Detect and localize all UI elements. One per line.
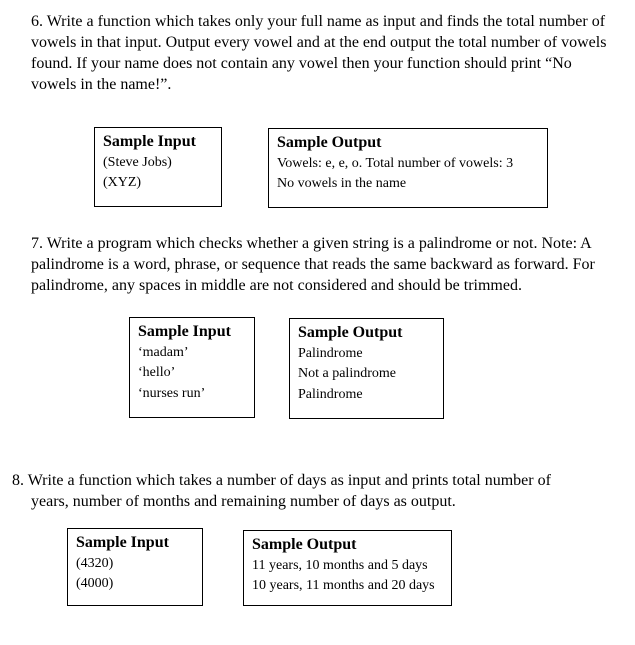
question-8-line-1: 8. Write a function which takes a number of days as input and prints total number of	[12, 472, 551, 489]
question-8-text	[12, 470, 612, 512]
question-6-text: 6. Write a function which takes only your full name as input and finds the total number of vowels in that input. Output every vowel and at the end output the total number of vowels found. If your name does not contain any vowel then your function should print “No vowels in the name!”.	[31, 13, 607, 93]
q8-input-2: (4000)	[76, 576, 114, 591]
q8-output-1: 11 years, 10 months and 5 days	[252, 558, 428, 573]
q6-output-2: No vowels in the name	[277, 176, 407, 191]
q7-sample-input-box	[129, 317, 255, 418]
q7-output-2: Not a palindrome	[298, 366, 396, 381]
question-8-line-2: years, number of months and remaining number of days as output.	[31, 493, 456, 510]
q7-input-1: ‘madam’	[138, 345, 189, 360]
q8-sample-output-box	[243, 530, 452, 606]
q6-sample-output-box	[268, 128, 548, 208]
q8-input-1: (4320)	[76, 556, 114, 571]
q7-input-3: ‘nurses run’	[138, 386, 206, 401]
q8-sample-input-box	[67, 528, 203, 606]
question-7-text: 7. Write a program which checks whether a given string is a palindrome or not. Note: A palindrome is a word, phrase, or sequence that reads the same backward as forward. For palindrome, any spaces in middle are not considered and should be trimmed.	[31, 235, 595, 294]
q8-output-2: 10 years, 11 months and 20 days	[252, 578, 435, 593]
q6-sample-input-title: Sample Input	[103, 133, 196, 150]
q7-output-1: Palindrome	[298, 346, 363, 361]
q8-sample-output-title: Sample Output	[252, 536, 357, 553]
q6-sample-output-title: Sample Output	[277, 134, 382, 151]
q7-input-2: ‘hello’	[138, 365, 176, 380]
q7-sample-input-title: Sample Input	[138, 323, 231, 340]
q7-sample-output-title: Sample Output	[298, 324, 403, 341]
q7-output-3: Palindrome	[298, 387, 363, 402]
q8-sample-input-title: Sample Input	[76, 534, 169, 551]
q6-output-1: Vowels: e, e, o. Total number of vowels: 3	[277, 156, 514, 171]
q6-input-2: (XYZ)	[103, 175, 142, 190]
q6-sample-input-box	[94, 127, 222, 207]
q6-input-1: (Steve Jobs)	[103, 155, 172, 170]
q7-sample-output-box	[289, 318, 444, 419]
